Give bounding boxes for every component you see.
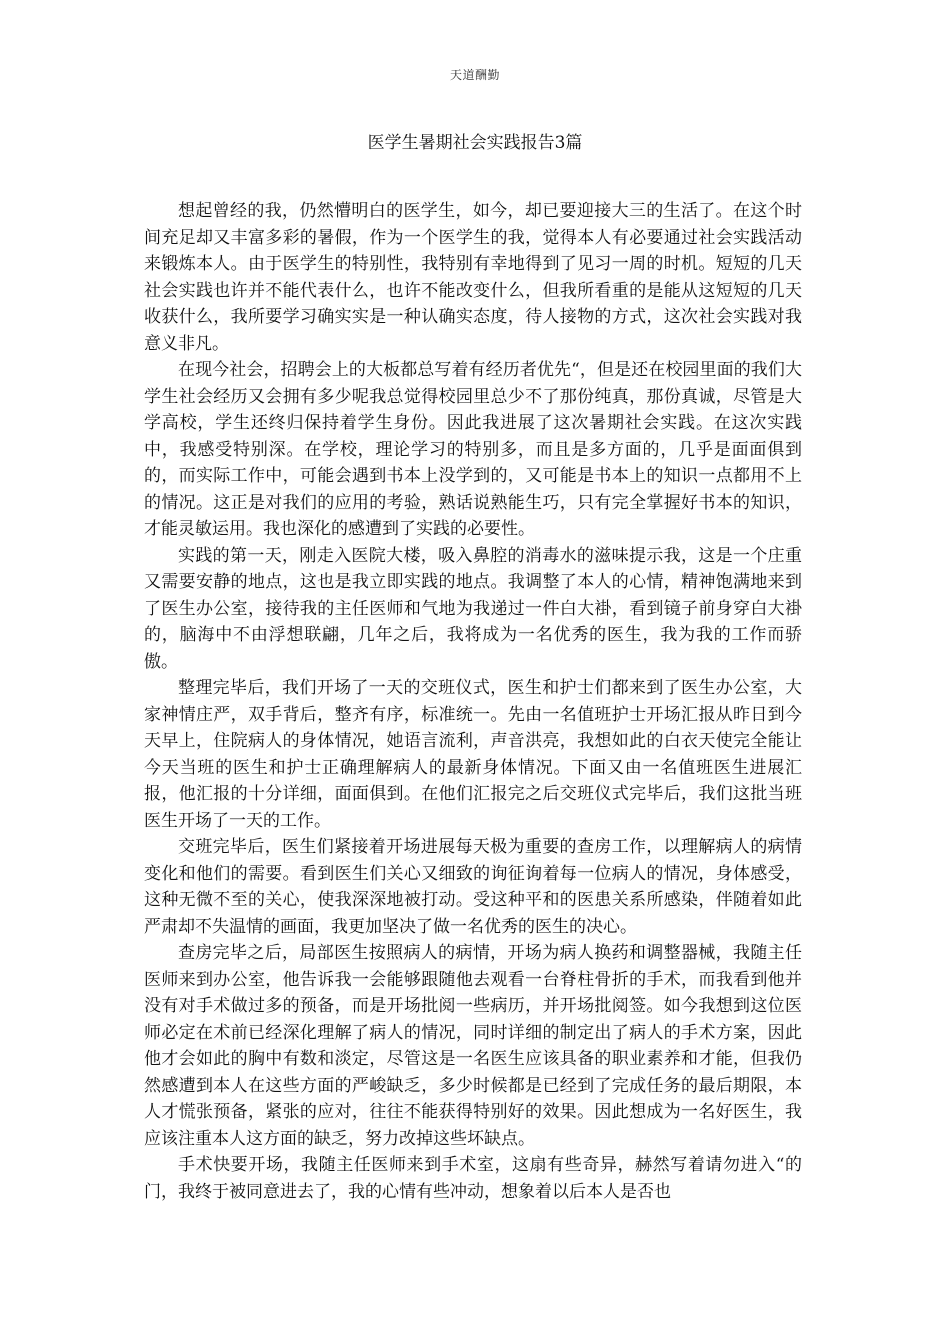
paragraph: 交班完毕后，医生们紧接着开场进展每天极为重要的查房工作，以理解病人的病情变化和他们的需要。看到医生们关心又细致的询征询着每一位病人的情况，身体感受，这种无微不至的关心，使我深深地被打动。受这种平和的医患关系所感染，伴随着如此严肃却不失温情的画面，我更加坚决了做一名优秀的医生的决心。 — [144, 837, 802, 937]
paragraph: 查房完毕之后，局部医生按照病人的病情，开场为病人换药和调整器械，我随主任医师来到办公室，他告诉我一会能够跟随他去观看一台脊柱骨折的手术，而我看到他并没有对手术做过多的预备，而是开场批阅一些病历，并开场批阅签。如今我想到这位医师必定在术前已经深化理解了病人的情况，同时详细的制定出了病人的手术方案，因此他才会如此的胸中有数和淡定，尽管这是一名医生应该具备的职业素养和才能，但我仍然感遭到本人在这些方面的严峻缺乏，多少时候都是已经到了完成任务的最后期限，本人才慌张预备，紧张的应对，往往不能获得特别好的效果。因此想成为一名好医生，我应该注重本人这方面的缺乏，努力改掉这些坏缺点。 — [144, 943, 802, 1149]
paragraph: 在现今社会，招聘会上的大板都总写着有经历者优先“，但是还在校园里面的我们大学生社会经历又会拥有多少呢我总觉得校园里总少不了那份纯真，那份真诚，尽管是大学高校，学生还终归保持着学生身份。因此我进展了这次暑期社会实践。在这次实践中，我感受特别深。在学校，理论学习的特别多，而且是多方面的，几乎是面面俱到的，而实际工作中，可能会遇到书本上没学到的，又可能是书本上的知识一点都用不上的情况。这正是对我们的应用的考验，熟话说熟能生巧，只有完全掌握好书本的知识，才能灵敏运用。我也深化的感遭到了实践的必要性。 — [144, 360, 802, 539]
document-body — [144, 198, 802, 1205]
paragraph: 实践的第一天，刚走入医院大楼，吸入鼻腔的消毒水的滋味提示我，这是一个庄重又需要安静的地点，这也是我立即实践的地点。我调整了本人的心情，精神饱满地来到了医生办公室，接待我的主任医师和气地为我递过一件白大褂，看到镜子前身穿白大褂的，脑海中不由浮想联翩，几年之后，我将成为一名优秀的医生，我为我的工作而骄傲。 — [144, 545, 802, 672]
document-title: 医学生暑期社会实践报告3篇 — [367, 133, 583, 153]
page-header: 天道酬勤 — [449, 68, 500, 82]
paragraph: 想起曾经的我，仍然懵明白的医学生，如今，却已要迎接大三的生活了。在这个时间充足却又丰富多彩的暑假，作为一个医学生的我，觉得本人有必要通过社会实践活动来锻炼本人。由于医学生的特别性，我特别有幸地得到了见习一周的时机。短短的几天社会实践也许并不能代表什么，也许不能改变什么，但我所看重的是能从这短短的几天收获什么，我所要学习确实实是一种认确实态度，待人接物的方式，这次社会实践对我意义非凡。 — [144, 201, 802, 354]
paragraph: 手术快要开场，我随主任医师来到手术室，这扇有些奇异，赫然写着请勿进入“的门，我终于被同意进去了，我的心情有些冲动，想象着以后本人是否也 — [144, 1155, 802, 1202]
paragraph: 整理完毕后，我们开场了一天的交班仪式，医生和护士们都来到了医生办公室，大家神情庄严，双手背后，整齐有序，标准统一。先由一名值班护士开场汇报从昨日到今天早上，住院病人的身体情况，她语言流利，声音洪亮，我想如此的白衣天使完全能让今天当班的医生和护士正确理解病人的最新身体情况。下面又由一名值班医生进展汇报，他汇报的十分详细，面面俱到。在他们汇报完之后交班仪式完毕后，我们这批当班医生开场了一天的工作。 — [144, 678, 802, 831]
